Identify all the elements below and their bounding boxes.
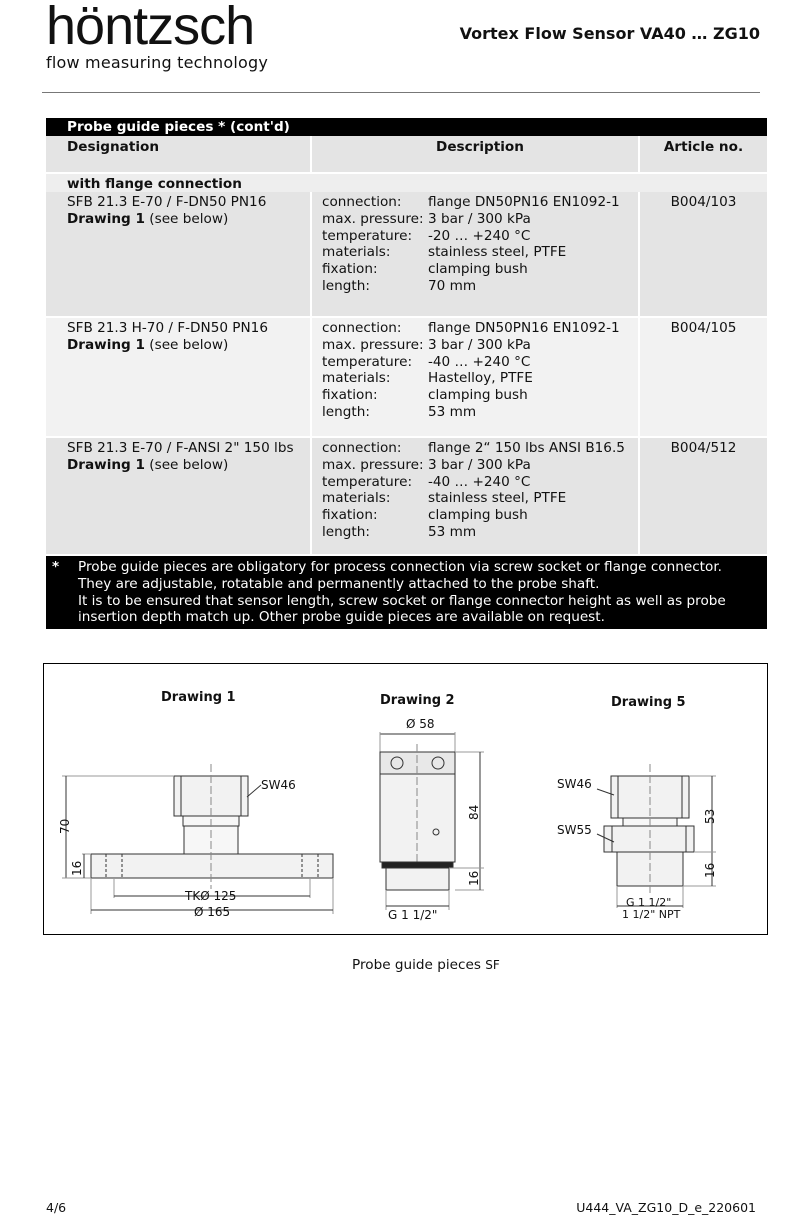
footnote-line: It is to be ensured that sensor length, screw socket or flange connector height as well as probe (78, 592, 726, 609)
drawing-5-height-label: 53 (703, 808, 717, 824)
drawing-2-title: Drawing 2 (380, 693, 455, 708)
drawing-1-height-label: 70 (58, 818, 72, 834)
drawing-ref: Drawing 1 (67, 336, 145, 353)
drawing-5-sw46-label: SW46 (557, 777, 592, 791)
section-label: with flange connection (46, 174, 767, 192)
document-id: U444_VA_ZG10_D_e_220601 (576, 1200, 756, 1215)
page-number: 4/6 (46, 1200, 67, 1215)
drawing-5 (557, 695, 717, 921)
drawing-5-title: Drawing 5 (611, 695, 686, 710)
drawing-1-title: Drawing 1 (161, 690, 236, 705)
table-row: SFB 21.3 H-70 / F-DN50 PN16 Drawing 1 (see below) connection: flange DN50PN16 EN1092-1 max. pressure: 3 bar / 300 kPa temperature: -40 … +240 °C materials: Hastelloy, PTFE fixation: clamping bush length: 53 mm B004/105 (46, 318, 767, 436)
drawings-caption: Probe guide pieces SF (352, 957, 500, 973)
description-cell: connection: flange DN50PN16 EN1092-1 max. pressure: 3 bar / 300 kPa temperature: -40 … +240 °C materials: Hastelloy, PTFE fixation: clamping bush length: 53 mm (310, 318, 640, 436)
drawing-5-thread-label: G 1 1/2" (626, 896, 672, 909)
description-cell: connection: flange 2“ 150 lbs ANSI B16.5 max. pressure: 3 bar / 300 kPa temperature: -40 … +240 °C materials: stainless steel, PTFE fixation: clamping bush length: 53 mm (310, 438, 640, 554)
article-number: B004/103 (670, 194, 737, 210)
probe-guide-table (46, 118, 767, 554)
drawing-5-thread-height-label: 16 (703, 862, 717, 878)
footnote-line: They are adjustable, rotatable and permanently attached to the probe shaft. (78, 575, 600, 592)
document-title: Vortex Flow Sensor VA40 … ZG10 (459, 24, 760, 43)
drawing-2-height-label: 84 (467, 804, 481, 820)
column-header-article: Article no. (663, 139, 744, 155)
logo-wordmark: höntzsch (46, 0, 255, 56)
drawing-1-sw-label: SW46 (261, 778, 296, 792)
drawing-5-sw55-label: SW55 (557, 823, 592, 837)
table-header-row (46, 136, 767, 172)
description-cell: connection: flange DN50PN16 EN1092-1 max. pressure: 3 bar / 300 kPa temperature: -20 … +240 °C materials: stainless steel, PTFE fixation: clamping bush length: 70 mm (310, 192, 640, 316)
logo-tagline: flow measuring technology (46, 53, 268, 72)
designation: SFB 21.3 E-70 / F-ANSI 2" 150 lbs (67, 440, 294, 456)
footnote-marker: * (52, 559, 60, 575)
footnote-line: Probe guide pieces are obligatory for process connection via screw socket or flange connector. (78, 559, 722, 575)
drawing-1 (58, 690, 333, 919)
footnote-line: insertion depth match up. Other probe guide pieces are available on request. (78, 609, 605, 626)
table-row: SFB 21.3 E-70 / F-ANSI 2" 150 lbs Drawing 1 (see below) connection: flange 2“ 150 lbs ANSI B16.5 max. pressure: 3 bar / 300 kPa temperature: -40 … +240 °C materials: stainless steel, PTFE fixation: clamping bush length: 53 mm B004/512 (46, 438, 767, 554)
drawing-2 (380, 693, 484, 922)
footnote-box (46, 556, 767, 629)
drawing-2-thread-height-label: 16 (467, 870, 481, 886)
drawing-1-flange-height-label: 16 (70, 860, 84, 876)
article-number: B004/512 (670, 440, 737, 456)
drawing-2-thread-label: G 1 1/2" (388, 908, 438, 922)
designation: SFB 21.3 E-70 / F-DN50 PN16 (67, 194, 267, 210)
table-row: SFB 21.3 E-70 / F-DN50 PN16 Drawing 1 (see below) connection: flange DN50PN16 EN1092-1 max. pressure: 3 bar / 300 kPa temperature: -20 … +240 °C materials: stainless steel, PTFE fixation: clamping bush length: 70 mm B004/103 (46, 192, 767, 316)
drawing-5-npt-label: 1 1/2" NPT (622, 908, 681, 921)
drawing-ref: Drawing 1 (67, 210, 145, 227)
drawings-panel (43, 663, 768, 935)
column-header-description: Description (310, 136, 640, 172)
column-header-designation: Designation (67, 139, 160, 155)
header-divider (42, 92, 760, 93)
drawing-ref: Drawing 1 (67, 456, 145, 473)
drawing-2-diameter-label: Ø 58 (406, 717, 435, 731)
article-number: B004/105 (670, 320, 737, 336)
table-title: Probe guide pieces * (cont'd) (46, 118, 767, 136)
designation: SFB 21.3 H-70 / F-DN50 PN16 (67, 320, 268, 336)
drawing-1-diameter-label: Ø 165 (194, 905, 231, 919)
company-logo (46, 0, 268, 72)
drawing-1-tk-label: TKØ 125 (185, 889, 237, 903)
